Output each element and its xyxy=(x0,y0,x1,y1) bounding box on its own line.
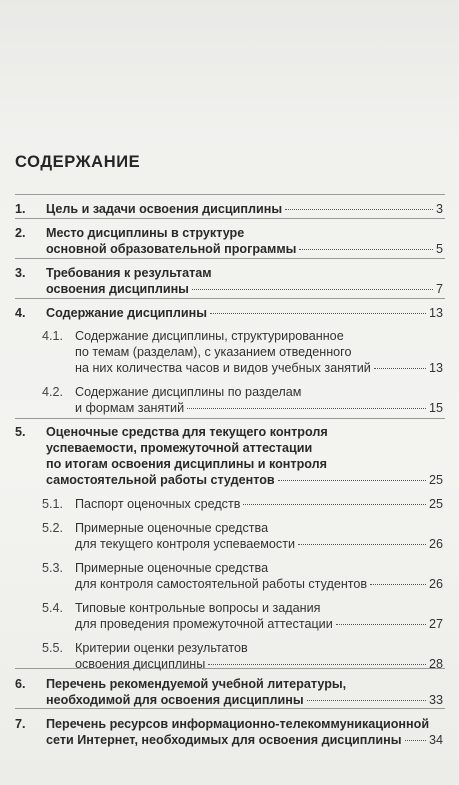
toc-entry-text: самостоятельной работы студентов xyxy=(46,473,275,487)
toc-entry-text: Содержание дисциплины, структурированное xyxy=(75,329,344,343)
dot-leader xyxy=(299,249,433,250)
page-number: 25 xyxy=(428,473,443,487)
toc-entry-number: 5.3. xyxy=(42,561,64,575)
toc-entry-text: сети Интернет, необходимых для освоения дисциплины xyxy=(46,733,402,747)
toc-entry-text: для текущего контроля успеваемости xyxy=(75,537,296,551)
page-title: СОДЕРЖАНИЕ xyxy=(15,153,141,171)
toc-entry-number: 1. xyxy=(15,202,26,216)
toc-entry-text: успеваемости, промежуточной аттестации xyxy=(46,441,313,455)
toc-entry[interactable] xyxy=(15,201,443,217)
toc-entry-text: Критерии оценки результатов xyxy=(75,641,248,655)
toc-entry-text: Примерные оценочные средства xyxy=(75,521,269,535)
dot-leader xyxy=(374,368,426,369)
toc-entry[interactable] xyxy=(15,560,443,592)
toc-entry-text: для контроля самостоятельной работы студентов xyxy=(75,577,368,591)
section-divider xyxy=(15,708,445,709)
toc-entry-number: 4.1. xyxy=(42,329,64,343)
page-number: 13 xyxy=(428,361,443,375)
toc-entry[interactable] xyxy=(15,640,443,672)
toc-entry-text: основной образовательной программы xyxy=(46,242,297,256)
toc-entry-number: 4.2. xyxy=(42,385,64,399)
toc-entry-number: 4. xyxy=(15,306,26,320)
toc-entry-text: по темам (разделам), с указанием отведенного xyxy=(75,345,352,359)
page-number: 3 xyxy=(435,202,443,216)
toc-entry-text: Типовые контрольные вопросы и задания xyxy=(75,601,321,615)
page-number: 13 xyxy=(428,306,443,320)
toc-entry-number: 5.5. xyxy=(42,641,64,655)
dot-leader xyxy=(405,740,426,741)
dot-leader xyxy=(192,289,433,290)
toc-entry-number: 3. xyxy=(15,266,26,280)
page-number: 27 xyxy=(428,617,443,631)
toc-entry-number: 2. xyxy=(15,226,26,240)
dot-leader xyxy=(210,313,426,314)
page-number: 15 xyxy=(428,401,443,415)
toc-entry[interactable] xyxy=(15,328,443,376)
section-divider xyxy=(15,258,445,259)
toc-entry-number: 6. xyxy=(15,677,26,691)
toc-entry-text: и формам занятий xyxy=(75,401,185,415)
toc-entry-text: Паспорт оценочных средств xyxy=(75,497,241,511)
toc-entry-text: по итогам освоения дисциплины и контроля xyxy=(46,457,327,471)
toc-entry[interactable] xyxy=(15,225,443,257)
toc-entry-text: необходимой для освоения дисциплины xyxy=(46,693,304,707)
page-number: 33 xyxy=(428,693,443,707)
dot-leader xyxy=(298,544,426,545)
toc-entry-number: 5. xyxy=(15,425,26,439)
toc-entry-text: Требования к результатам xyxy=(46,266,212,280)
page-number: 26 xyxy=(428,577,443,591)
dot-leader xyxy=(208,664,426,665)
toc-entry-text: Содержание дисциплины xyxy=(46,306,208,320)
dot-leader xyxy=(370,584,426,585)
toc-entry-number: 5.1. xyxy=(42,497,64,511)
dot-leader xyxy=(336,624,426,625)
toc-entry-text: Перечень рекомендуемой учебной литературы, xyxy=(46,677,347,691)
toc-entry[interactable] xyxy=(15,265,443,297)
page-number: 25 xyxy=(428,497,443,511)
toc-entry[interactable] xyxy=(15,424,443,488)
toc-entry-text: Оценочные средства для текущего контроля xyxy=(46,425,328,439)
dot-leader xyxy=(307,700,426,701)
section-divider xyxy=(15,194,445,195)
toc-entry-text: Перечень ресурсов информационно-телекоммуникационной xyxy=(46,717,430,731)
toc-entry-text: освоения дисциплины xyxy=(75,657,206,671)
page-number: 7 xyxy=(435,282,443,296)
toc-entry[interactable] xyxy=(15,496,443,512)
toc-entry-number: 5.4. xyxy=(42,601,64,615)
page-number: 34 xyxy=(428,733,443,747)
section-divider xyxy=(15,298,445,299)
toc-entry-text: Примерные оценочные средства xyxy=(75,561,269,575)
toc-entry[interactable] xyxy=(15,384,443,416)
toc-entry[interactable] xyxy=(15,716,443,748)
toc-entry-number: 5.2. xyxy=(42,521,64,535)
toc-entry-text: Место дисциплины в структуре xyxy=(46,226,245,240)
section-divider xyxy=(15,418,445,419)
dot-leader xyxy=(243,504,426,505)
toc-entry[interactable] xyxy=(15,600,443,632)
page-number: 28 xyxy=(428,657,443,671)
toc-entry-number: 7. xyxy=(15,717,26,731)
dot-leader xyxy=(285,209,433,210)
toc-entry-text: для проведения промежуточной аттестации xyxy=(75,617,333,631)
dot-leader xyxy=(278,480,426,481)
toc-entry[interactable] xyxy=(15,305,443,321)
toc-entry-text: освоения дисциплины xyxy=(46,282,189,296)
toc-entry-text: Содержание дисциплины по разделам xyxy=(75,385,302,399)
page-number: 5 xyxy=(435,242,443,256)
toc-entry[interactable] xyxy=(15,520,443,552)
toc-entry[interactable] xyxy=(15,676,443,708)
section-divider xyxy=(15,218,445,219)
toc-entry-text: Цель и задачи освоения дисциплины xyxy=(46,202,283,216)
page-number: 26 xyxy=(428,537,443,551)
dot-leader xyxy=(187,408,426,409)
toc-entry-text: на них количества часов и видов учебных занятий xyxy=(75,361,371,375)
